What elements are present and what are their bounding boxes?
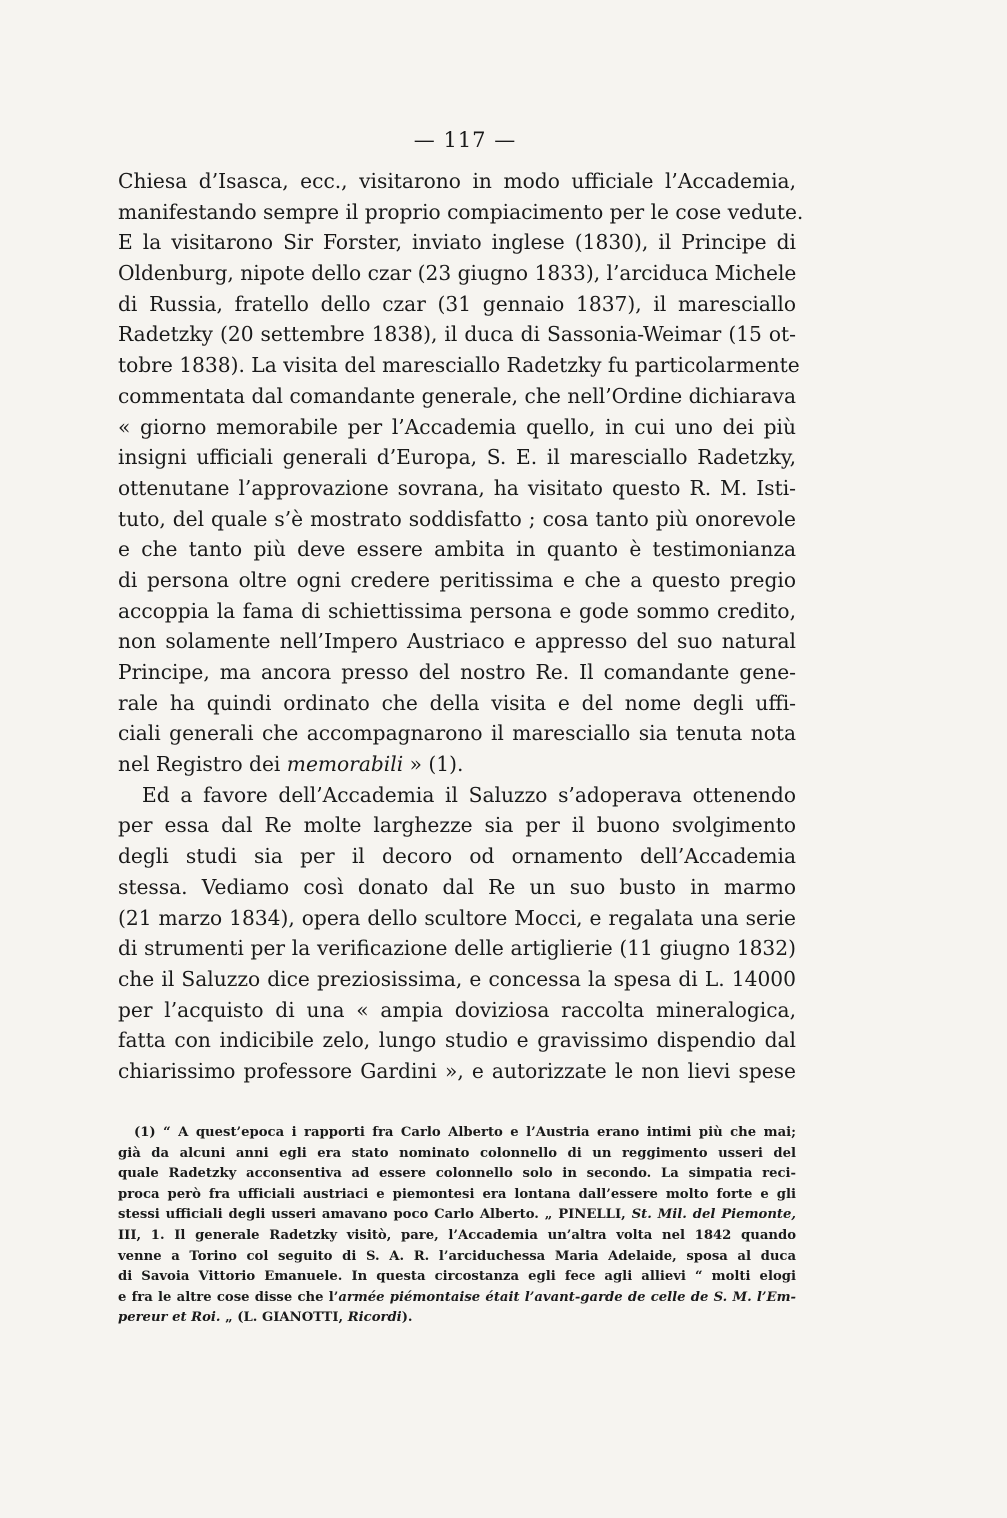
footnote-line: già da alcuni anni egli era stato nominato colonnello di un reggimento usseri del bbox=[118, 1145, 796, 1161]
body-line: (21 marzo 1834), opera dello scultore Mocci, e regalata una serie bbox=[118, 905, 796, 930]
body-line: insigni ufficiali generali d’Europa, S. E. il maresciallo Radetzky, bbox=[118, 445, 796, 470]
body-line: stessa. Vediamo così donato dal Re un suo busto in marmo bbox=[118, 874, 796, 899]
body-line: di Russia, fratello dello czar (31 gennaio 1837), il maresciallo bbox=[118, 291, 796, 316]
body-line: Principe, ma ancora presso del nostro Re. Il comandante gene- bbox=[118, 660, 796, 684]
footnote-french-quote: pereur et Roi. bbox=[118, 1310, 221, 1326]
body-line: E la visitarono Sir Forster, inviato inglese (1830), il Principe di bbox=[118, 230, 796, 255]
footnote-line: quale Radetzky acconsentiva ad essere colonnello solo in secondo. La simpatia reci- bbox=[118, 1166, 796, 1182]
body-line bbox=[118, 749, 796, 780]
footnote-line: (1) “ A quest’epoca i rapporti fra Carlo Alberto e l’Austria erano intimi più che mai; bbox=[134, 1125, 796, 1140]
body-line: tobre 1838). La visita del maresciallo Radetzky fu particolarmente bbox=[118, 353, 800, 378]
body-line: accoppia la fama di schiettissima persona e gode sommo credito, bbox=[118, 598, 796, 623]
body-line: di strumenti per la verificazione delle artiglierie (11 giugno 1832) bbox=[118, 936, 796, 961]
footnote-line bbox=[118, 1288, 796, 1309]
footnote-citation-title: Ricordi bbox=[347, 1310, 402, 1326]
body-line: commentata dal comandante generale, che nell’Ordine dichiarava bbox=[118, 383, 796, 408]
body-line: tuto, del quale s’è mostrato soddisfatto ; cosa tanto più onorevole bbox=[118, 506, 796, 531]
body-line: per l’acquisto di una « ampia doviziosa raccolta mineralogica, bbox=[118, 997, 796, 1022]
footnote-text-run: ). bbox=[401, 1310, 413, 1326]
body-line: e che tanto più deve essere ambita in quanto è testimonianza bbox=[118, 537, 796, 562]
footnote-line: venne a Torino col seguito di S. A. R. l’arciduchessa Maria Adelaide, sposa al duca bbox=[118, 1248, 796, 1264]
body-line: non solamente nell’Impero Austriaco e appresso del suo natural bbox=[118, 629, 796, 654]
body-line: ciali generali che accompagnarono il maresciallo sia tenuta nota bbox=[118, 721, 796, 746]
footnote-line bbox=[118, 1308, 796, 1329]
body-line: che il Saluzzo dice preziosissima, e concessa la spesa di L. 14000 bbox=[118, 966, 796, 991]
body-text bbox=[118, 166, 804, 1087]
footnote-line bbox=[118, 1205, 796, 1226]
body-line: fatta con indicibile zelo, lungo studio e gravissimo dispendio dal bbox=[118, 1028, 796, 1053]
italic-word: memorabili bbox=[286, 752, 404, 777]
body-text-run: » (1). bbox=[403, 752, 464, 777]
body-line: ottenutane l’approvazione sovrana, ha visitato questo R. M. Isti- bbox=[118, 475, 796, 500]
body-line: per essa dal Re molte larghezze sia per il buono svolgimento bbox=[118, 813, 796, 838]
footnote-french-quote: armée piémontaise était l’avant-garde de celle de S. M. l’Em- bbox=[338, 1289, 796, 1305]
body-line: Oldenburg, nipote dello czar (23 giugno 1833), l’arciduca Michele bbox=[118, 261, 797, 286]
footnote-line: III, 1. Il generale Radetzky visitò, pare, l’Accademia un’altra volta nel 1842 quando bbox=[118, 1227, 796, 1243]
body-text-run: nel Registro dei bbox=[118, 752, 287, 777]
body-line: chiarissimo professore Gardini », e autorizzate le non lievi spese bbox=[118, 1058, 796, 1083]
body-line: Radetzky (20 settembre 1838), il duca di Sassonia-Weimar (15 ot- bbox=[118, 322, 796, 347]
footnote bbox=[118, 1123, 796, 1329]
body-line: rale ha quindi ordinato che della visita e del nome degli uffi- bbox=[118, 690, 796, 715]
body-line: di persona oltre ogni credere peritissima e che a questo pregio bbox=[118, 567, 796, 592]
footnote-text-run: „ (L. GIANOTTI, bbox=[220, 1310, 348, 1326]
footnote-line: proca però fra ufficiali austriaci e piemontesi era lontana dall’essere molto forte e gli bbox=[118, 1186, 796, 1202]
footnote-line: di Savoia Vittorio Emanuele. In questa circostanza egli fece agli allievi “ molti elogi bbox=[118, 1269, 796, 1285]
page-number: — 117 — bbox=[413, 128, 517, 152]
footnote-citation-title: St. Mil. del Piemonte, bbox=[631, 1207, 796, 1223]
body-line: Ed a favore dell’Accademia il Saluzzo s’adoperava ottenendo bbox=[142, 782, 796, 807]
footnote-text-run: stessi ufficiali degli usseri amavano poco Carlo Alberto. „ PINELLI, bbox=[118, 1207, 632, 1223]
footnote-text-run: e fra le altre cose disse che l’ bbox=[118, 1289, 339, 1305]
body-line: degli studi sia per il decoro od ornamento dell’Accademia bbox=[118, 844, 796, 869]
body-line: « giorno memorabile per l’Accademia quello, in cui uno dei più bbox=[118, 414, 796, 439]
body-line: Chiesa d’Isasca, ecc., visitarono in modo ufficiale l’Accademia, bbox=[118, 169, 796, 193]
body-line: manifestando sempre il proprio compiacimento per le cose vedute. bbox=[118, 199, 804, 224]
